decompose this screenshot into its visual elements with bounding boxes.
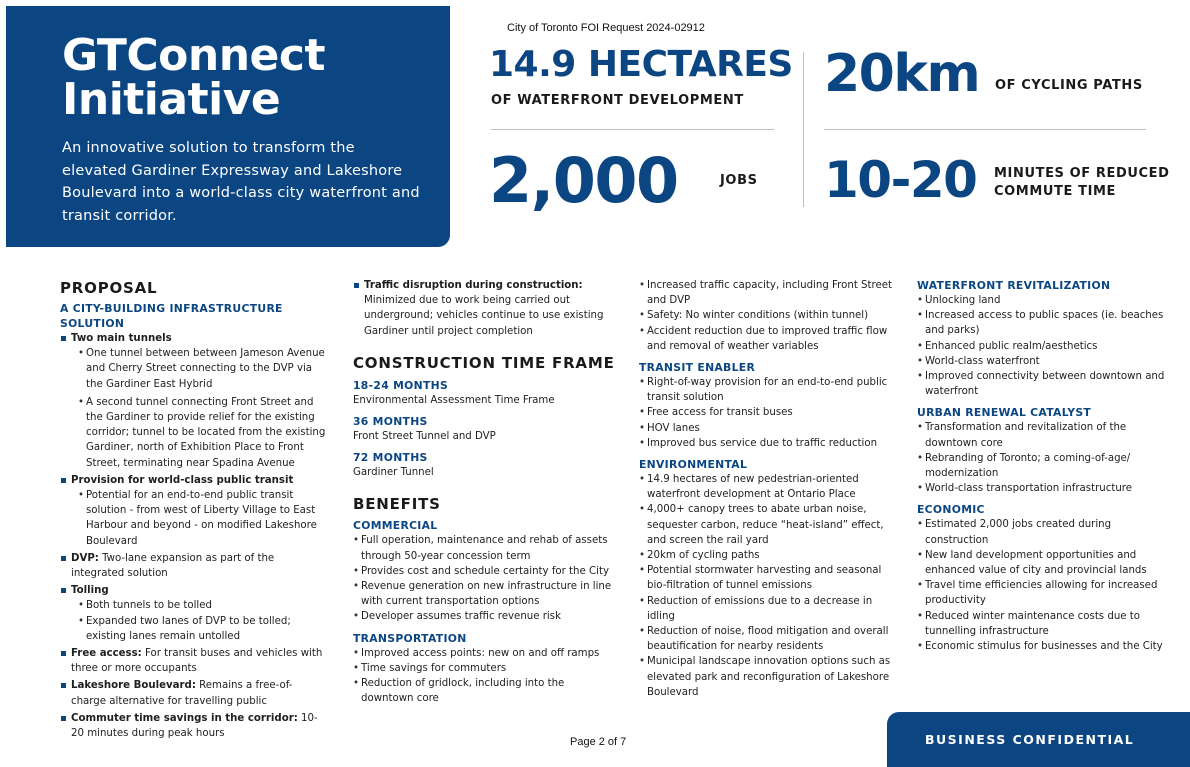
benefits-heading: BENEFITS (353, 495, 441, 514)
transport-cont-bullet-2: • Safety: No winter conditions (within tunnel) (639, 308, 901, 323)
waterfront-bullet-4: • World-class waterfront (917, 354, 1165, 369)
waterfront-title: WATERFRONT REVITALIZATION (917, 279, 1111, 292)
confidential-banner (887, 712, 1190, 767)
waterfront-bullet-1: • Unlocking land (917, 293, 1165, 308)
transit-enabler-bullet-3: • HOV lanes (639, 421, 901, 436)
lakeshore-item (60, 678, 326, 708)
stat-commute-caption-2: COMMUTE TIME (994, 184, 1117, 199)
timeframe-1-title: 18-24 MONTHS (353, 378, 449, 392)
proposal-subheading: A CITY-BUILDING INFRASTRUCTURE SOLUTION (60, 302, 283, 330)
transportation-bullet-2: • Time savings for commuters (353, 661, 615, 676)
transport-cont-bullet-1: • Increased traffic capacity, including Front Street and DVP (639, 278, 901, 308)
transit-bullet-1: • Potential for an end-to-end public transit solution - from west of Liberty Village to East Harbour and beyond - on modified Lakeshore Boulevard (78, 488, 326, 549)
free-access-item (60, 646, 326, 676)
stat-divider-left (491, 129, 774, 130)
tolling-bullet-2: • Expanded two lanes of DVP to be tolled; existing lanes remain untolled (78, 614, 326, 644)
stat-jobs-value: 2,000 (489, 144, 678, 217)
timeframe-1-text: Environmental Assessment Time Frame (353, 394, 555, 406)
waterfront-bullet-2: • Increased access to public spaces (ie. beaches and parks) (917, 308, 1165, 338)
environmental-bullet-5: • Reduction of emissions due to a decrease in idling (639, 594, 901, 624)
free-access-text: For transit buses and vehicles with three or more occupants (71, 648, 323, 675)
stat-commute-caption-1: MINUTES OF REDUCED (994, 166, 1170, 181)
hero-title-line1: GTConnect (62, 30, 325, 81)
transit-title: Provision for world-class public transit (60, 473, 326, 488)
proposal-column (60, 278, 326, 741)
construction-benefits-column (353, 278, 615, 706)
free-access-label: Free access: (71, 648, 142, 660)
transit-enabler-bullet-1: • Right-of-way provision for an end-to-end public transit solution (639, 375, 901, 405)
tunnels-bullet-1: • One tunnel between between Jameson Avenue and Cherry Street connecting to the DVP via the Gardiner East Hybrid (78, 346, 326, 392)
stat-divider-right (824, 129, 1146, 130)
dvp-label: DVP: (71, 552, 99, 564)
urban-renewal-title: URBAN RENEWAL CATALYST (917, 406, 1092, 420)
economic-bullet-4: • Reduced winter maintenance costs due to tunnelling infrastructure (917, 609, 1165, 639)
economic-bullet-1: • Estimated 2,000 jobs created during construction (917, 517, 1165, 547)
tolling-title: Tolling (60, 583, 326, 598)
confidential-label: BUSINESS CONFIDENTIAL (925, 732, 1135, 747)
stat-divider-vertical (803, 52, 804, 207)
economic-bullet-5: • Economic stimulus for businesses and the City (917, 639, 1165, 654)
stat-hectares-value: 14.9 HECTARES (489, 44, 793, 85)
transportation-bullet-3: • Reduction of gridlock, including into the downtown core (353, 676, 615, 706)
construction-heading: CONSTRUCTION TIME FRAME (353, 353, 615, 372)
economic-title: ECONOMIC (917, 503, 985, 517)
timeframe-3-title: 72 MONTHS (353, 451, 428, 465)
hero-title-line2: Initiative (62, 74, 281, 125)
stat-km-caption: OF CYCLING PATHS (995, 78, 1143, 93)
hero-panel (6, 6, 450, 247)
urban-renewal-bullet-1: • Transformation and revitalization of the downtown core (917, 420, 1165, 450)
stat-commute-value: 10-20 (824, 151, 977, 209)
commuter-text: 10-20 minutes during peak hours (71, 712, 318, 740)
traffic-disruption-text: Minimized due to work being carried out underground; vehicles continue to use existing Gardiner until project completion (364, 295, 604, 337)
transit-enabler-title: TRANSIT ENABLER (639, 361, 756, 375)
commercial-bullet-3: • Revenue generation on new infrastructure in line with current transportation options (353, 579, 615, 609)
stat-jobs-caption: JOBS (720, 173, 758, 188)
commuter-item (60, 711, 326, 741)
timeframe-2-title: 36 MONTHS (353, 415, 428, 429)
traffic-disruption-item (353, 278, 615, 339)
transit-enabler-bullet-2: • Free access for transit buses (639, 405, 901, 420)
commercial-title: COMMERCIAL (353, 519, 438, 533)
transportation-bullet-1: • Improved access points: new on and off ramps (353, 646, 615, 661)
timeframe-2-text: Front Street Tunnel and DVP (353, 431, 496, 443)
page-number: Page 2 of 7 (570, 736, 627, 748)
dvp-item (60, 551, 326, 581)
transit-enabler-bullet-4: • Improved bus service due to traffic reduction (639, 436, 901, 451)
stat-km-value: 20km (824, 44, 980, 104)
dvp-text: Two-lane expansion as part of the integrated solution (71, 552, 275, 580)
commercial-bullet-1: • Full operation, maintenance and rehab of assets through 50-year concession term (353, 533, 615, 563)
waterfront-bullet-5: • Improved connectivity between downtown and waterfront (917, 369, 1165, 399)
environmental-bullet-7: • Municipal landscape innovation options such as elevated park and reconfiguration of Lakeshore Boulevard (639, 654, 901, 700)
hero-description: An innovative solution to transform the elevated Gardiner Expressway and Lakeshore Boulevard into a world-class city waterfront and transit corridor. (62, 140, 420, 224)
timeframe-3-text: Gardiner Tunnel (353, 467, 434, 479)
environmental-bullet-3: • 20km of cycling paths (639, 548, 901, 563)
outcomes-column (917, 278, 1165, 654)
economic-bullet-3: • Travel time efficiencies allowing for increased productivity (917, 578, 1165, 608)
transportation-title: TRANSPORTATION (353, 631, 467, 645)
waterfront-bullet-3: • Enhanced public realm/aesthetics (917, 339, 1165, 354)
environmental-bullet-4: • Potential stormwater harvesting and seasonal bio-filtration of tunnel emissions (639, 563, 901, 593)
traffic-disruption-label: Traffic disruption during construction: (364, 280, 583, 291)
environmental-title: ENVIRONMENTAL (639, 458, 748, 472)
lakeshore-text: Remains a free-of-charge alternative for travelling public (71, 680, 293, 707)
urban-renewal-bullet-2: • Rebranding of Toronto; a coming-of-age/ modernization (917, 451, 1165, 481)
commuter-label: Commuter time savings in the corridor: (71, 712, 298, 724)
stat-hectares-caption: OF WATERFRONT DEVELOPMENT (491, 93, 744, 108)
commercial-bullet-4: • Developer assumes traffic revenue risk (353, 609, 615, 624)
environmental-bullet-1: • 14.9 hectares of new pedestrian-oriented waterfront development at Ontario Place (639, 472, 901, 502)
lakeshore-label: Lakeshore Boulevard: (71, 680, 196, 692)
environmental-bullet-2: • 4,000+ canopy trees to abate urban noise, sequester carbon, reduce “heat-island” effect, and screen the rail yard (639, 502, 901, 548)
tunnels-title: Two main tunnels (60, 331, 326, 346)
economic-bullet-2: • New land development opportunities and enhanced value of city and provincial lands (917, 548, 1165, 578)
tunnels-bullet-2: • A second tunnel connecting Front Street and the Gardiner to provide relief for the existing corridor; tunnel to be located from the existing Gardiner, north of Exhibition Place to Front Street, terminating near Spadina Avenue (78, 395, 326, 471)
proposal-heading: PROPOSAL (60, 279, 158, 297)
benefits-continued-column (639, 278, 901, 700)
urban-renewal-bullet-3: • World-class transportation infrastructure (917, 481, 1165, 496)
commercial-bullet-2: • Provides cost and schedule certainty for the City (353, 564, 615, 579)
hero-title (62, 30, 325, 125)
foi-reference: City of Toronto FOI Request 2024-02912 (507, 22, 705, 34)
tolling-bullet-1: • Both tunnels to be tolled (78, 598, 326, 613)
transport-cont-bullet-3: • Accident reduction due to improved traffic flow and removal of weather variables (639, 324, 901, 354)
environmental-bullet-6: • Reduction of noise, flood mitigation and overall beautification for nearby residents (639, 624, 901, 654)
